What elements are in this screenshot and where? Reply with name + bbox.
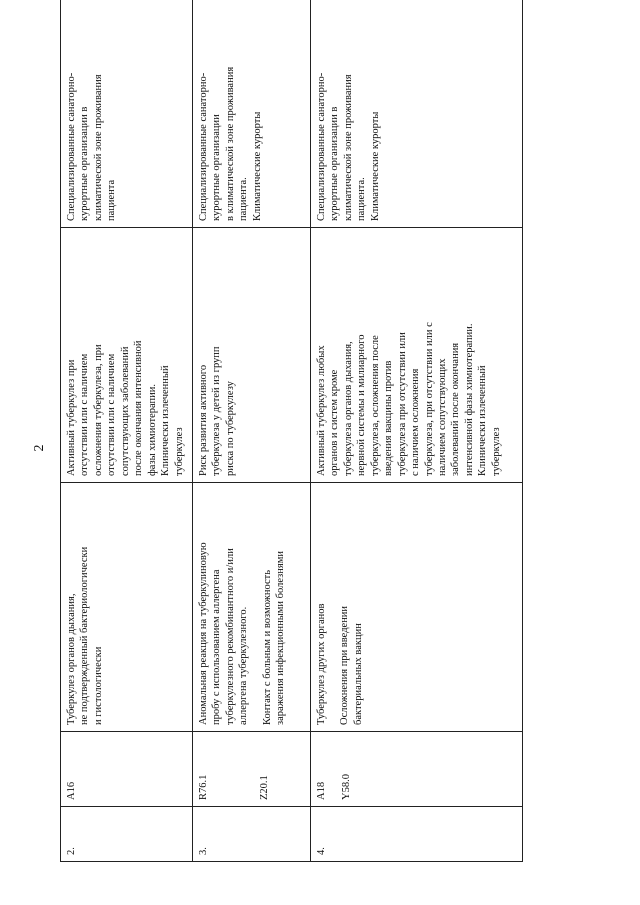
indication-line: наличием сопутствующих [436, 358, 448, 476]
diagnosis-cell [193, 483, 311, 732]
indication-line: осложнения туберкулеза, при [92, 344, 104, 476]
diagnosis-line: бактериальных вакцин [352, 623, 364, 725]
indication-line: Клинически излеченный [477, 365, 489, 476]
treatment-line: Специализированные санаторно- [316, 72, 327, 221]
indications-table [60, 0, 523, 862]
icd-code: Y58.0 [341, 774, 353, 800]
indication-line: риска по туберкулезу [224, 381, 236, 476]
row-number: 2. [61, 807, 193, 862]
indication-line: туберкулеза, при отсутствии или с [423, 322, 435, 476]
indication-line: туберкулеза, осложнения после [369, 335, 381, 476]
spacer [328, 738, 340, 800]
treatment-line: в климатической зоне проживания [224, 66, 236, 221]
diagnosis-line: пробу с использованием аллергена [211, 569, 223, 725]
indication-line: туберкулеза при отсутствии или [396, 332, 408, 476]
treatment-cell [193, 0, 311, 228]
icd-code-cell [311, 732, 523, 807]
spacer [246, 738, 258, 800]
spacer [234, 738, 246, 800]
diagnosis-cell [311, 483, 523, 732]
icd-code: A18 [316, 781, 327, 800]
indication-line: туберкулеза органов дыхания, [342, 341, 354, 476]
treatment-cell [61, 0, 193, 228]
rotated-table-wrapper [60, 32, 522, 862]
indication-line: Риск развития активного [198, 364, 209, 476]
indication-line: сопутствующих заболеваний [119, 346, 131, 476]
icd-code-cell [61, 732, 193, 807]
spacer [222, 738, 234, 800]
indication-line: органов и систем кроме [329, 369, 341, 476]
treatment-line: пациента [106, 179, 118, 221]
document-sheet [60, 32, 522, 862]
indications-cell [193, 228, 311, 483]
indication-line: отсутствии или с наличием [79, 353, 91, 476]
row-number: 4. [311, 807, 523, 862]
diagnosis-line: Туберкулез других органов [316, 603, 327, 725]
row-number: 3. [193, 807, 311, 862]
treatment-line: Специализированные санаторно- [66, 72, 77, 221]
indication-line: интенсивной фазы химиотерапии. [463, 323, 475, 476]
treatment-line: курортные организации в [79, 106, 91, 221]
indication-line: туберкулез [173, 427, 185, 476]
indication-line: Активный туберкулез при [66, 359, 77, 476]
treatment-line: Климатические курорты [251, 111, 263, 221]
icd-code: Z20.1 [259, 775, 271, 800]
diagnosis-line: заражения инфекционными болезнями [275, 550, 287, 725]
treatment-line: курортные организации [211, 114, 223, 221]
icd-code-cell [193, 732, 311, 807]
spacer [210, 738, 222, 800]
diagnosis-cell [61, 483, 193, 732]
indication-line: отсутствии или с наличием [106, 353, 118, 476]
indication-line: нервной системы и милиарного [356, 334, 368, 476]
treatment-line: климатической зоне проживания [342, 74, 354, 221]
treatment-line: Специализированные санаторно- [198, 72, 209, 221]
treatment-line: пациента. [238, 177, 250, 221]
treatment-line: пациента. [356, 177, 368, 221]
treatment-line: климатической зоне проживания [92, 74, 104, 221]
spacer [328, 489, 338, 725]
indication-line: фазы химиотерапии. [146, 383, 158, 476]
diagnosis-line: Аномальная реакция на туберкулиновую [198, 542, 209, 725]
table-row [61, 0, 193, 862]
indication-line: заболеваний после окончания [450, 342, 462, 476]
treatment-line: Климатические курорты [369, 111, 381, 221]
indication-line: Клинически излеченный [160, 365, 172, 476]
table-row [311, 0, 523, 862]
indication-line: после окончания интенсивной [133, 340, 145, 476]
spacer [251, 489, 261, 725]
indications-cell [311, 228, 523, 483]
treatment-cell [311, 0, 523, 228]
page-number: 2 [32, 444, 47, 452]
diagnosis-line: Осложнения при введении [339, 605, 351, 725]
diagnosis-line: не подтвержденный бактериологически [79, 546, 91, 725]
indication-line: туберкулез [490, 427, 502, 476]
indications-cell [61, 228, 193, 483]
diagnosis-line: аллергена туберкулезного. [238, 606, 250, 725]
indication-line: Активный туберкулез любых [316, 345, 327, 476]
indication-line: с наличием осложнения [410, 368, 422, 476]
indication-line: введения вакцины против [383, 360, 395, 476]
diagnosis-line: туберкулезного рекомбинантного и/или [224, 548, 236, 725]
icd-code: R76.1 [198, 774, 209, 800]
indication-line: туберкулеза у детей из групп [211, 346, 223, 476]
diagnosis-line: Контакт с больным и возможность [261, 569, 273, 725]
icd-code: A16 [66, 781, 77, 800]
diagnosis-line: Туберкулез органов дыхания, [66, 593, 77, 725]
treatment-line: курортные организации в [329, 106, 341, 221]
table-row [193, 0, 311, 862]
diagnosis-line: и гистологически [92, 646, 104, 725]
